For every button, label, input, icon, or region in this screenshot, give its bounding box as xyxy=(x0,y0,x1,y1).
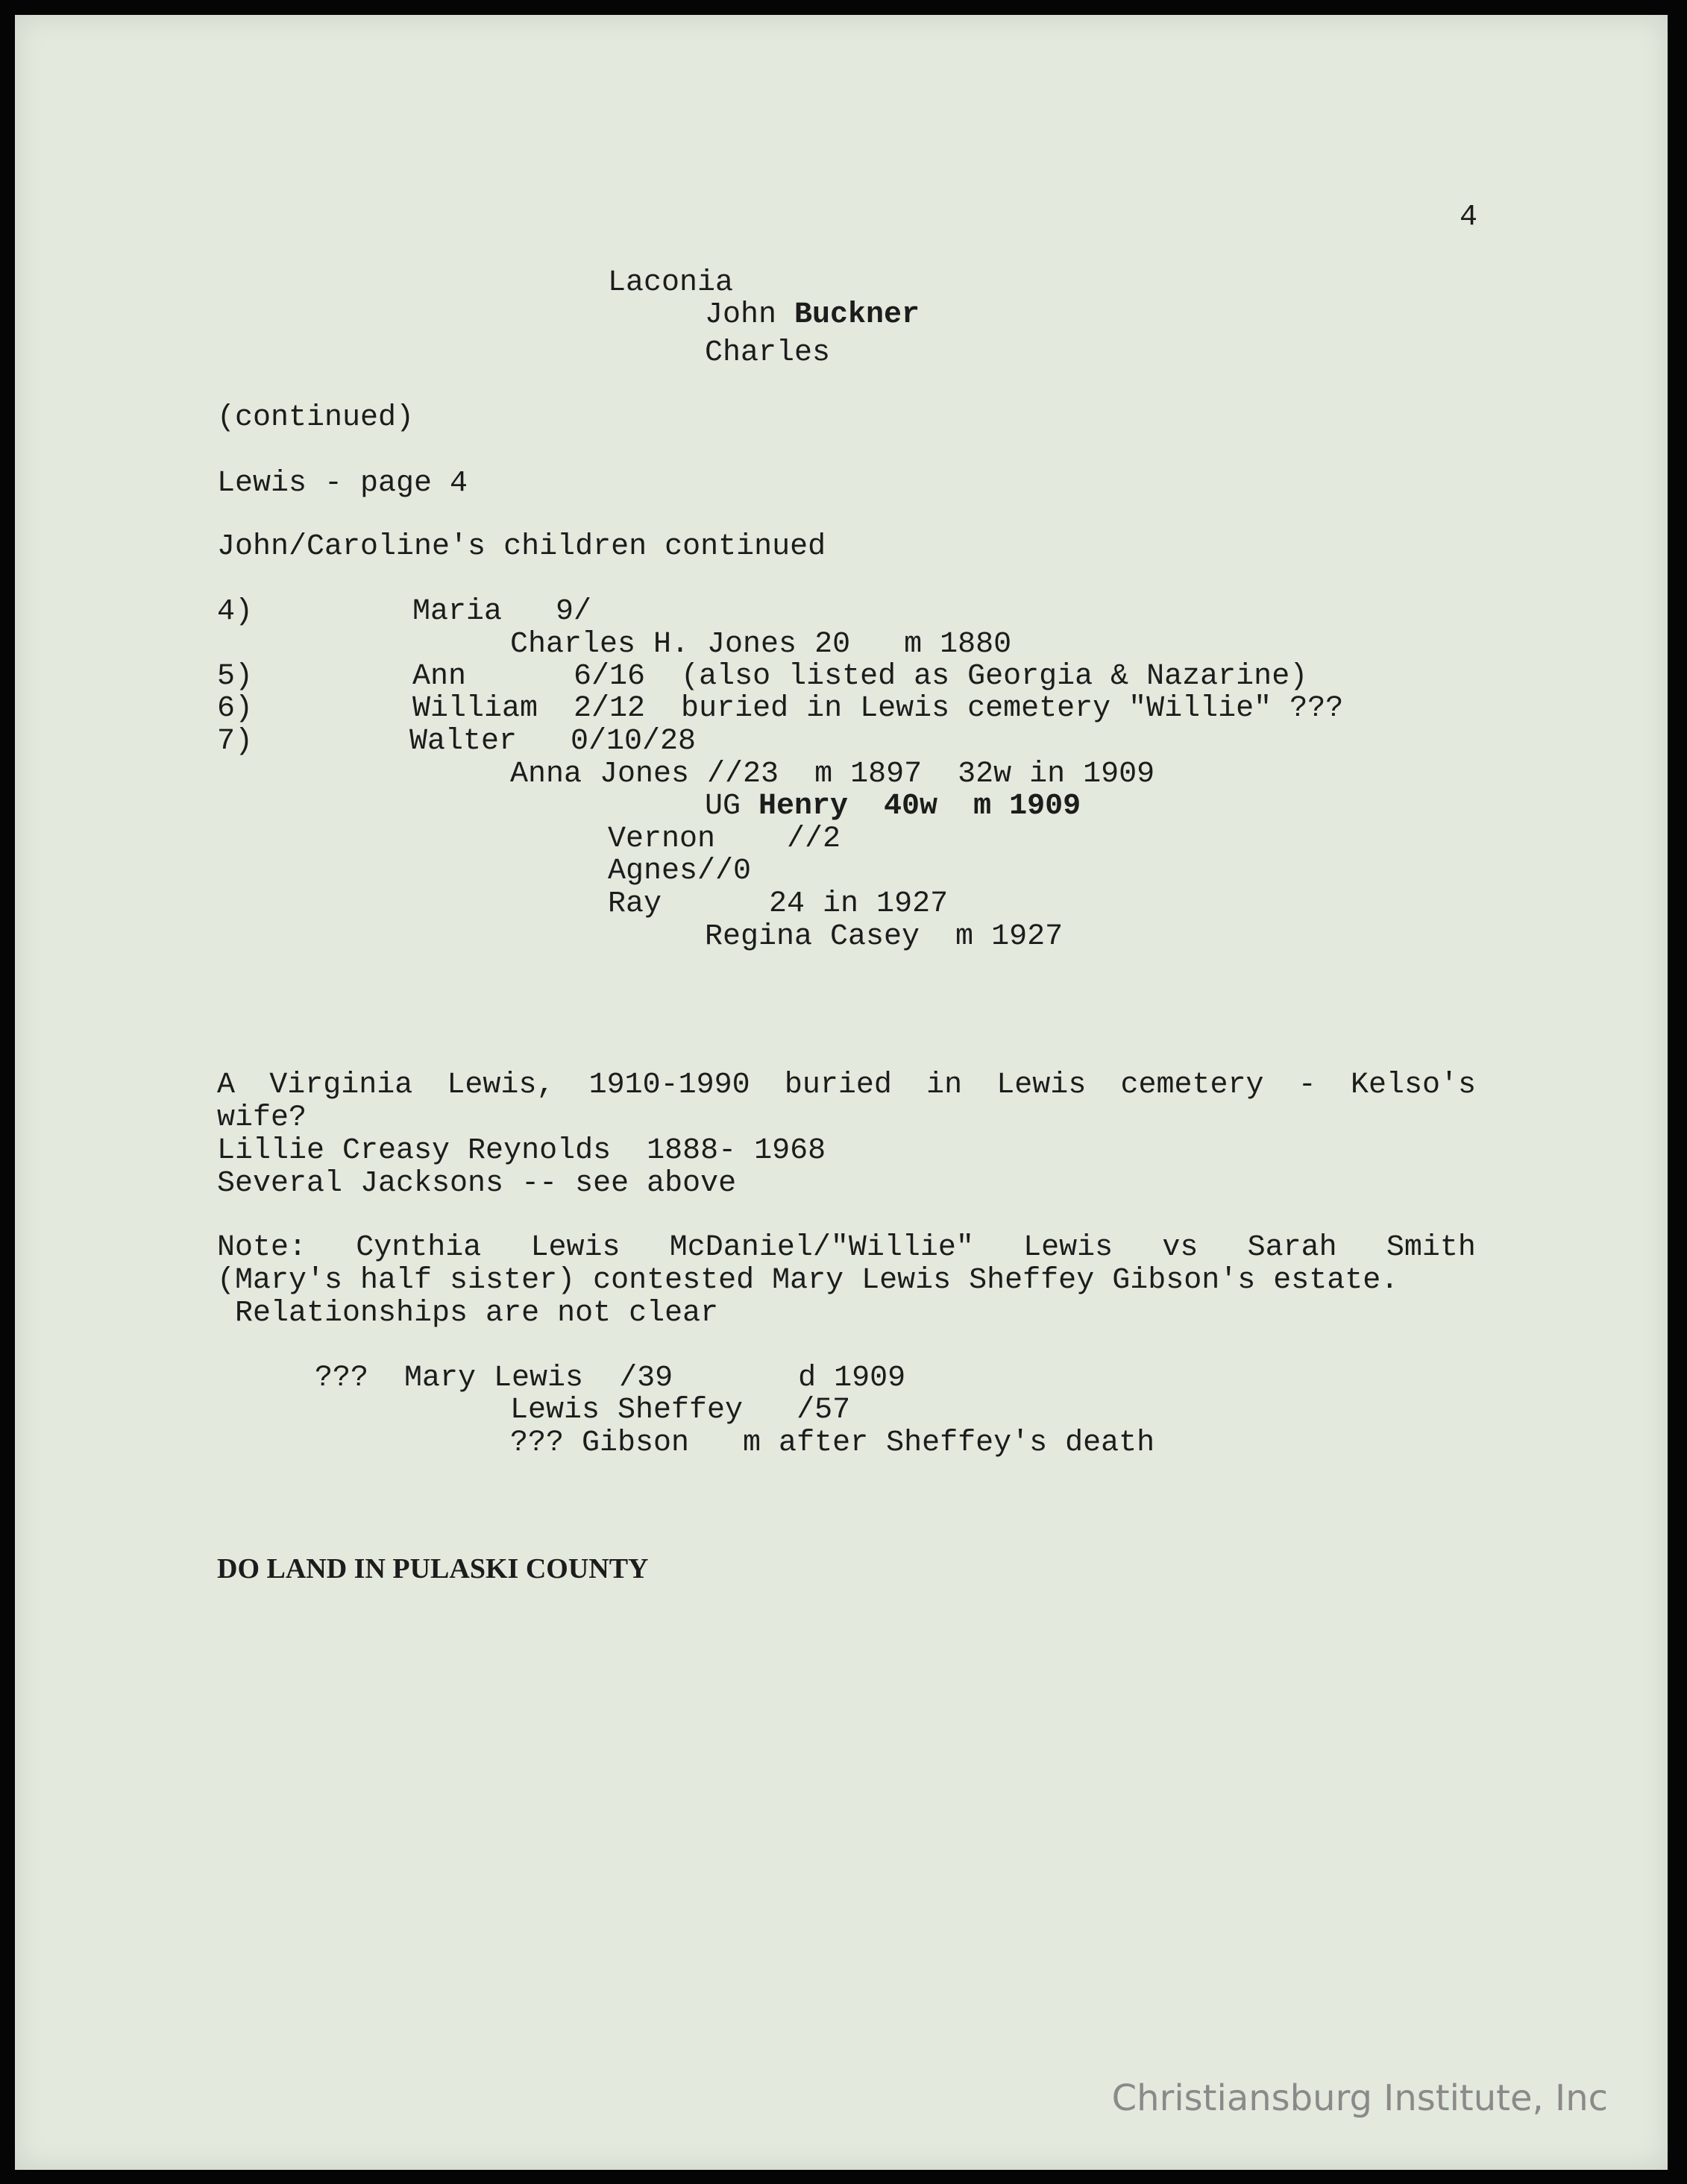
lillie-note: Lillie Creasy Reynolds 1888- 1968 xyxy=(217,1134,826,1168)
note-word: Virginia xyxy=(269,1069,413,1102)
jacksons-note: Several Jacksons -- see above xyxy=(217,1167,737,1200)
virginia-note xyxy=(217,1069,1476,1102)
child-number: 4) xyxy=(217,595,254,629)
watermark: Christiansburg Institute, Inc xyxy=(1111,2077,1608,2119)
note-word: Lewis xyxy=(530,1231,621,1265)
note-word: Note: xyxy=(217,1231,307,1265)
header-name3: Charles xyxy=(705,336,831,370)
child-spouse: Anna Jones //23 m 1897 32w in 1909 xyxy=(510,758,1155,791)
note-word: Lewis xyxy=(996,1069,1087,1102)
estate-note xyxy=(217,1232,1476,1265)
note-word: Smith xyxy=(1386,1231,1476,1265)
note-word: 1910-1990 xyxy=(588,1069,750,1102)
child-entry: Maria 9/ xyxy=(412,595,592,629)
note-word: Kelso's xyxy=(1350,1069,1476,1102)
child-number: 7) xyxy=(217,725,254,758)
child-entry: William 2/12 buried in Lewis cemetery "Willie" ??? xyxy=(412,692,1344,726)
note-word: in xyxy=(926,1069,963,1102)
child-number: 5) xyxy=(217,660,254,693)
page-number: 4 xyxy=(1460,201,1478,234)
mary-line2: Lewis Sheffey /57 xyxy=(510,1394,851,1427)
header-name-bold: Buckner xyxy=(794,298,920,332)
section-title: Lewis - page 4 xyxy=(217,467,468,500)
note-word: Lewis, xyxy=(447,1069,555,1102)
note-word: McDaniel/"Willie" xyxy=(669,1231,974,1265)
grandchild: Ray 24 in 1927 xyxy=(608,887,949,921)
estate-note-line3: Relationships are not clear xyxy=(217,1297,719,1330)
continued-label: (continued) xyxy=(217,401,415,435)
note-word: Lewis xyxy=(1023,1231,1113,1265)
ug-henry xyxy=(705,790,1081,823)
note-word: Cynthia xyxy=(356,1231,482,1265)
document-page xyxy=(15,15,1668,2170)
child-number: 6) xyxy=(217,692,254,726)
ray-spouse: Regina Casey m 1927 xyxy=(705,920,1064,954)
note-word: vs xyxy=(1162,1231,1199,1265)
ug-henry-bold: Henry 40w m 1909 xyxy=(758,790,1081,823)
note-word: cemetery xyxy=(1120,1069,1264,1102)
section-subtitle: John/Caroline's children continued xyxy=(217,530,826,564)
header-place: Laconia xyxy=(608,266,734,300)
virginia-note-end: wife? xyxy=(217,1101,307,1135)
todo-heading: DO LAND IN PULASKI COUNTY xyxy=(217,1553,649,1584)
note-word: Sarah xyxy=(1247,1231,1337,1265)
header-name-first: John xyxy=(705,298,795,332)
estate-note-line2: (Mary's half sister) contested Mary Lewis Sheffey Gibson's estate. xyxy=(217,1264,1399,1297)
ug-prefix: UG xyxy=(705,790,759,823)
header-name xyxy=(705,299,920,332)
mary-line3: ??? Gibson m after Sheffey's death xyxy=(510,1426,1155,1460)
child-entry: Ann 6/16 (also listed as Georgia & Nazarine) xyxy=(412,660,1308,693)
note-word: buried xyxy=(784,1069,892,1102)
note-word: - xyxy=(1298,1069,1316,1102)
child-entry: Walter 0/10/28 xyxy=(409,725,697,758)
note-word: A xyxy=(217,1069,236,1102)
grandchild: Vernon //2 xyxy=(608,822,841,856)
child-spouse: Charles H. Jones 20 m 1880 xyxy=(510,628,1012,661)
mary-line1: ??? Mary Lewis /39 d 1909 xyxy=(315,1362,906,1395)
grandchild: Agnes//0 xyxy=(608,855,752,888)
